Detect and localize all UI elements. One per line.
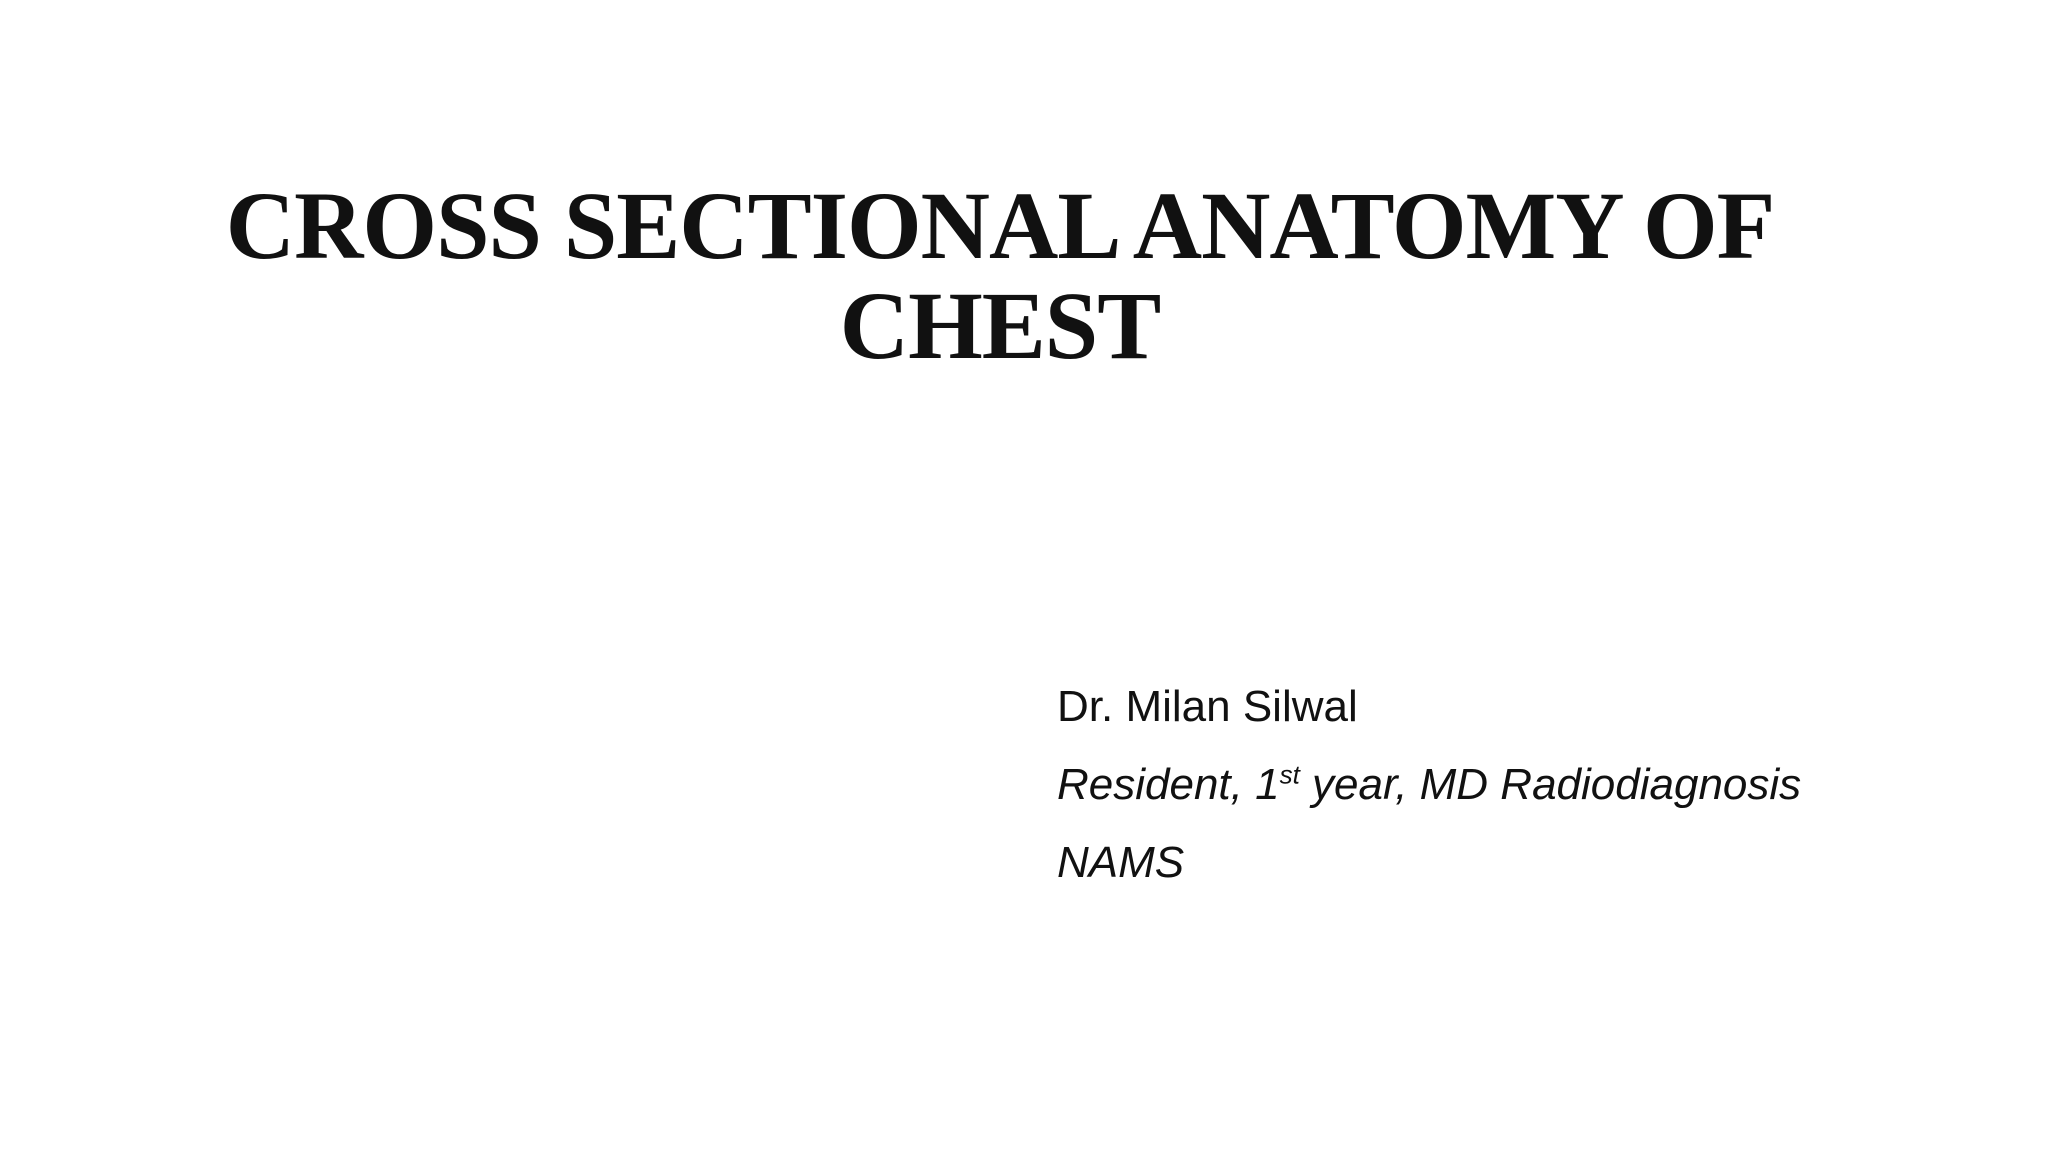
author-role-suffix: year, MD Radiodiagnosis [1299, 760, 1802, 809]
author-role-superscript: st [1279, 759, 1300, 790]
title-line-1: CROSS SECTIONAL ANATOMY OF [225, 172, 1775, 279]
author-block [1057, 668, 1957, 902]
author-name: Dr. Milan Silwal [1057, 682, 1358, 731]
title-line-2: CHEST [839, 272, 1161, 379]
author-role [1057, 746, 1957, 824]
author-institution: NAMS [1057, 838, 1185, 887]
author-role-prefix: Resident, 1 [1057, 760, 1280, 809]
slide-title [150, 172, 1850, 379]
